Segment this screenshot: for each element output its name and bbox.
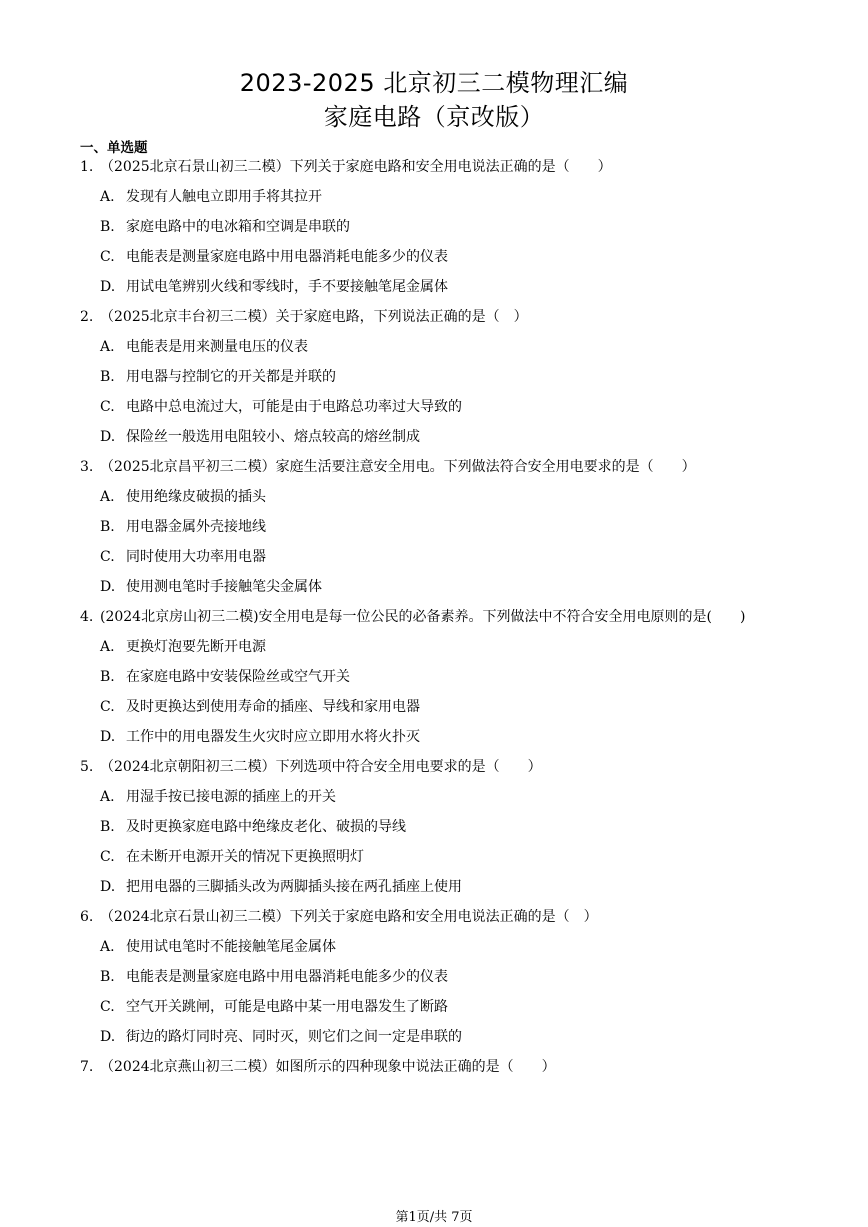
question-5 xyxy=(80,752,810,902)
option-text: 保险丝一般选用电阻较小、熔点较高的熔丝制成 xyxy=(126,429,420,445)
option-letter: A. xyxy=(100,789,115,805)
option-text: 街边的路灯同时亮、同时灭，则它们之间一定是串联的 xyxy=(126,1029,462,1045)
option-letter: B. xyxy=(100,219,115,235)
question-stem xyxy=(80,602,810,632)
title-block xyxy=(0,66,868,134)
question-stem xyxy=(80,902,810,932)
answer-option xyxy=(80,872,810,902)
question-text: （2024北京燕山初三二模）如图所示的四种现象中说法正确的是（ ） xyxy=(100,1059,556,1075)
answer-option xyxy=(80,572,810,602)
option-text: 用电器金属外壳接地线 xyxy=(126,519,266,535)
option-text: 用试电笔辨别火线和零线时，手不要接触笔尾金属体 xyxy=(126,279,448,295)
option-letter: B. xyxy=(100,969,115,985)
answer-option xyxy=(80,842,810,872)
question-text: （2025北京丰台初三二模）关于家庭电路，下列说法正确的是（ ） xyxy=(100,309,528,325)
option-letter: A. xyxy=(100,489,115,505)
answer-option xyxy=(80,632,810,662)
option-letter: B. xyxy=(100,819,115,835)
option-text: 家庭电路中的电冰箱和空调是串联的 xyxy=(126,219,350,235)
answer-option xyxy=(80,362,810,392)
option-letter: B. xyxy=(100,669,115,685)
question-text: （2025北京石景山初三二模）下列关于家庭电路和安全用电说法正确的是（ ） xyxy=(100,159,612,175)
option-letter: D. xyxy=(100,429,116,445)
answer-option xyxy=(80,332,810,362)
option-text: 电能表是测量家庭电路中用电器消耗电能多少的仪表 xyxy=(126,249,448,265)
page-footer: 第1页/共 7页 xyxy=(395,1210,473,1225)
question-text: （2025北京昌平初三二模）家庭生活要注意安全用电。下列做法符合安全用电要求的是（ ） xyxy=(100,459,696,475)
answer-option xyxy=(80,392,810,422)
question-number: 1. xyxy=(80,159,94,175)
answer-option xyxy=(80,812,810,842)
answer-option xyxy=(80,722,810,752)
question-list xyxy=(80,152,810,1082)
answer-option xyxy=(80,272,810,302)
option-text: 电路中总电流过大，可能是由于电路总功率过大导致的 xyxy=(126,399,462,415)
page-subtitle: 家庭电路（京改版） xyxy=(323,103,545,131)
option-text: 使用绝缘皮破损的插头 xyxy=(126,489,266,505)
option-text: 电能表是测量家庭电路中用电器消耗电能多少的仪表 xyxy=(126,969,448,985)
answer-option xyxy=(80,422,810,452)
answer-option xyxy=(80,962,810,992)
option-text: 在家庭电路中安装保险丝或空气开关 xyxy=(126,669,350,685)
answer-option xyxy=(80,692,810,722)
answer-option xyxy=(80,932,810,962)
question-text: （2024北京朝阳初三二模）下列选项中符合安全用电要求的是（ ） xyxy=(100,759,542,775)
option-text: 更换灯泡要先断开电源 xyxy=(126,639,266,655)
question-2 xyxy=(80,302,810,452)
page-title: 2023-2025 北京初三二模物理汇编 xyxy=(239,69,629,97)
option-letter: D. xyxy=(100,729,116,745)
option-letter: D. xyxy=(100,279,116,295)
option-letter: A. xyxy=(100,939,115,955)
answer-option xyxy=(80,482,810,512)
question-stem xyxy=(80,752,810,782)
option-text: 及时更换达到使用寿命的插座、导线和家用电器 xyxy=(126,699,420,715)
option-letter: D. xyxy=(100,1029,116,1045)
option-letter: C. xyxy=(100,699,115,715)
question-stem xyxy=(80,1052,810,1082)
answer-option xyxy=(80,512,810,542)
option-text: 工作中的用电器发生火灾时应立即用水将火扑灭 xyxy=(126,729,420,745)
answer-option xyxy=(80,992,810,1022)
question-7 xyxy=(80,1052,810,1082)
option-letter: C. xyxy=(100,549,115,565)
answer-option xyxy=(80,182,810,212)
option-text: 使用试电笔时不能接触笔尾金属体 xyxy=(126,939,336,955)
question-number: 5. xyxy=(80,759,94,775)
question-stem xyxy=(80,452,810,482)
question-1 xyxy=(80,152,810,302)
option-text: 空气开关跳闸，可能是电路中某一用电器发生了断路 xyxy=(126,999,448,1015)
option-text: 电能表是用来测量电压的仪表 xyxy=(126,339,308,355)
answer-option xyxy=(80,1022,810,1052)
option-text: 同时使用大功率用电器 xyxy=(126,549,266,565)
option-text: 用电器与控制它的开关都是并联的 xyxy=(126,369,336,385)
question-number: 3. xyxy=(80,459,94,475)
question-text: (2024北京房山初三二模)安全用电是每一位公民的必备素养。下列做法中不符合安全用电原则的是( ) xyxy=(100,609,746,625)
option-text: 用湿手按已接电源的插座上的开关 xyxy=(126,789,336,805)
question-text: （2024北京石景山初三二模）下列关于家庭电路和安全用电说法正确的是（ ） xyxy=(100,909,598,925)
option-text: 发现有人触电立即用手将其拉开 xyxy=(126,189,322,205)
answer-option xyxy=(80,212,810,242)
answer-option xyxy=(80,242,810,272)
option-text: 及时更换家庭电路中绝缘皮老化、破损的导线 xyxy=(126,819,406,835)
question-number: 2. xyxy=(80,309,94,325)
option-letter: C. xyxy=(100,849,115,865)
question-3 xyxy=(80,452,810,602)
question-number: 4. xyxy=(80,609,94,625)
option-letter: B. xyxy=(100,519,115,535)
option-letter: C. xyxy=(100,249,115,265)
option-letter: C. xyxy=(100,999,115,1015)
option-letter: B. xyxy=(100,369,115,385)
option-letter: A. xyxy=(100,189,115,205)
question-stem xyxy=(80,302,810,332)
option-text: 把用电器的三脚插头改为两脚插头接在两孔插座上使用 xyxy=(126,879,462,895)
option-letter: A. xyxy=(100,639,115,655)
question-stem xyxy=(80,152,810,182)
option-letter: A. xyxy=(100,339,115,355)
question-4 xyxy=(80,602,810,752)
option-letter: C. xyxy=(100,399,115,415)
option-letter: D. xyxy=(100,879,116,895)
option-letter: D. xyxy=(100,579,116,595)
answer-option xyxy=(80,782,810,812)
question-6 xyxy=(80,902,810,1052)
answer-option xyxy=(80,542,810,572)
answer-option xyxy=(80,662,810,692)
option-text: 使用测电笔时手接触笔尖金属体 xyxy=(126,579,322,595)
option-text: 在未断开电源开关的情况下更换照明灯 xyxy=(126,849,364,865)
question-number: 6. xyxy=(80,909,94,925)
section-heading: 一、单选题 xyxy=(80,140,148,156)
question-number: 7. xyxy=(80,1059,94,1075)
